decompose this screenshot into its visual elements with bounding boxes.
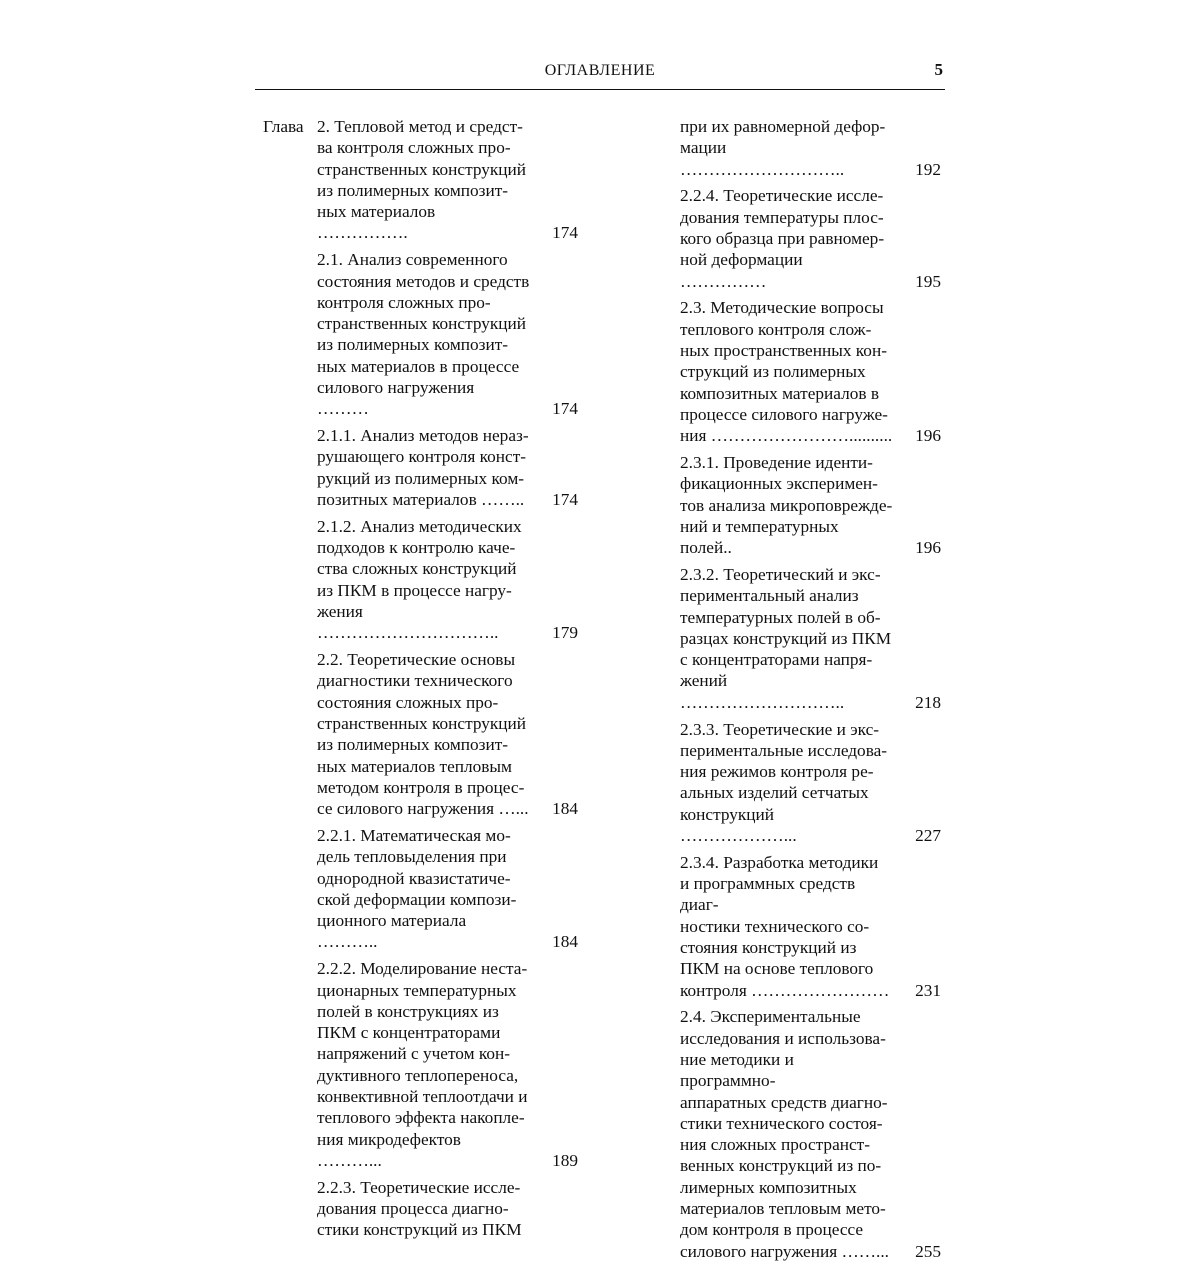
- toc-entry-page: 227: [915, 826, 941, 845]
- toc-entry-page: 195: [915, 271, 941, 291]
- toc-left-column: [317, 116, 582, 1246]
- toc-entry: [680, 852, 945, 1001]
- toc-entry-title: 2.2. Теоретические основы диагностики технического состояния сложных про- странственных конструкций из полимерных композит- ных материалов тепловым методом контроля в процес- се силового нагружения …...: [317, 650, 529, 819]
- toc-entry-title: 2.1. Анализ современного состояния методов и средств контроля сложных про- странственных конструкций из полимерных композит- ных материалов в процессе силового нагружения ………: [317, 250, 530, 419]
- chapter-label: Глава: [263, 117, 304, 136]
- toc-entry: [680, 452, 945, 558]
- toc-entry-page: 184: [552, 932, 578, 952]
- toc-entry: [680, 1006, 945, 1262]
- toc-entry-title: 2.3. Методические вопросы теплового контроля слож- ных пространственных кон- струкций из полимерных композитных материалов в процессе силового нагруже- ния ……………………..........: [680, 298, 893, 446]
- toc-entry: [317, 249, 582, 419]
- toc-entry-title: 2.2.1. Математическая мо- дель тепловыделения при однородной квазистатиче- ской деформации компози- ционного материала ………..: [317, 826, 517, 952]
- toc-entry-page: 196: [915, 538, 941, 558]
- toc-entry-page: 174: [552, 223, 578, 243]
- toc-entry-page: 196: [915, 426, 941, 446]
- toc-entry: [317, 825, 582, 953]
- toc-entry-title: 2.3.1. Проведение иденти- фикационных эксперимен- тов анализа микроповрежде- ний и температурных полей..: [680, 452, 893, 558]
- toc-entry-title: 2.1.2. Анализ методических подходов к контролю каче- ства сложных конструкций из ПКМ в процессе нагру- жения …………………………..: [317, 516, 522, 643]
- toc-entry: [317, 1177, 582, 1241]
- page-header: [255, 60, 945, 90]
- toc-entry: [317, 649, 582, 819]
- toc-entry-title: 2.2.4. Теоретические иссле- дования температуры плос- кого образца при равномер- ной деформации ……………: [680, 186, 885, 291]
- toc-entry-page: 218: [915, 692, 941, 712]
- toc-entry-title: 2.1.1. Анализ методов нераз- рушающего контроля конст- рукций из полимерных ком- позитных материалов ……..: [317, 426, 529, 510]
- toc-entry-title: 2.3.4. Разработка методики и программных средств диаг- ностики технического со- стояния конструкций из ПКМ на основе теплового контроля ……………………: [680, 852, 890, 1000]
- toc-entry-page: 174: [552, 490, 578, 510]
- toc-entry-page: 189: [552, 1150, 578, 1170]
- toc-entry-title: 2.2.2. Моделирование неста- ционарных температурных полей в конструкциях из ПКМ с концентраторами напряжений с учетом кон- дуктивного теплопереноса, конвективной теплоотдачи и теплового эффекта накопле- ния микродефектов ………...: [317, 959, 528, 1170]
- toc-entry: [317, 958, 582, 1171]
- page-number: 5: [934, 60, 943, 79]
- toc-entry-page: 192: [915, 159, 941, 179]
- toc-entry-page: 255: [915, 1241, 941, 1261]
- header-rule: [255, 89, 945, 90]
- toc-entry: [317, 516, 582, 644]
- toc-entry: [317, 116, 582, 244]
- toc-entry: [680, 185, 945, 291]
- toc-right-column: [680, 116, 945, 1267]
- toc-entry: [680, 719, 945, 847]
- toc-entry: [680, 564, 945, 713]
- toc-entry-title: при их равномерной дефор- мации ………………………..: [680, 117, 886, 179]
- toc-entry-title: 2. Тепловой метод и средст- ва контроля сложных про- странственных конструкций из полимерных композит- ных материалов …………….: [317, 117, 527, 243]
- toc-entry: [317, 425, 582, 510]
- toc-entry-title: 2.4. Экспериментальные исследования и использова- ние методики и программно- аппаратных средств диагно- стики технического состоя- ния сложных пространст- венных конструкций из по- лимерных композитных материалов тепловым мето- дом контроля в процессе силового нагружения ……...: [680, 1007, 889, 1261]
- toc-entry-page: 179: [552, 623, 578, 643]
- toc-entry-page: 184: [552, 799, 578, 819]
- running-title: ОГЛАВЛЕНИЕ: [544, 62, 656, 79]
- toc-entry-title: 2.3.3. Теоретические и экс- периментальные исследова- ния режимов контроля ре- альных изделий сетчатых конструкций ………………...: [680, 719, 888, 845]
- toc-entry-page: 174: [552, 399, 578, 419]
- toc-entry-title: 2.3.2. Теоретический и экс- периментальный анализ температурных полей в об- разцах конструкций из ПКМ с концентраторами напря- жений ………………………..: [680, 564, 892, 712]
- toc-entry: [680, 297, 945, 446]
- toc-entry-title: 2.2.3. Теоретические иссле- дования процесса диагно- стики конструкций из ПКМ: [317, 1177, 522, 1240]
- toc-entry: [680, 116, 945, 180]
- toc-entry-page: 231: [915, 980, 941, 1000]
